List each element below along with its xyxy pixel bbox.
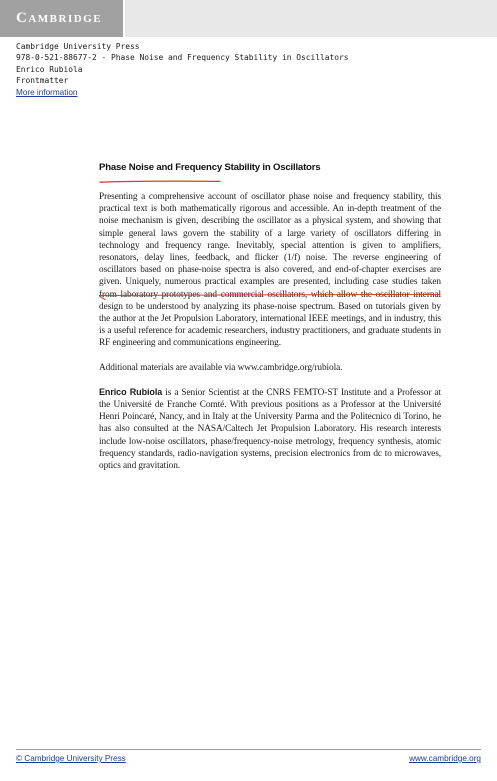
author-bio	[99, 386, 441, 472]
footer-divider	[16, 749, 481, 750]
author-name: Enrico Rubiola	[99, 386, 163, 397]
summary-text: Presenting a comprehensive account of oscillator phase noise and frequency stability, this practical text is both mathematically rigorous and accessible. An in-depth treatment of the noise mechanism is given, describing the oscillator as a physical system, and showing that simple general laws govern the stability of a large variety of oscillators differing in technology and frequency range. Inevitably, special attention is given to amplifiers, resonators, delay lines, feedback, and flicker (1/f) noise. The reverse engineering of oscillators based on phase-noise spectra is also covered, and end-of-chapter exercises are given. Uniquely, numerous practical examples are presented, including case studies taken from laboratory prototypes and commercial oscillators, which allow the oscillator internal design to be understood by analyzing its phase-noise spectrum. Based on tutorials given by the author at the Jet Propulsion Laboratory, international IEEE meetings, and in industry, this is a useful reference for academic researchers, industry practitioners, and graduate students in RF engineering and communications engineering.	[99, 192, 441, 349]
publisher-line: Cambridge University Press	[16, 42, 140, 51]
book-metadata	[16, 41, 349, 98]
section-line: Frontmatter	[16, 76, 69, 86]
website-link[interactable]: www.cambridge.org	[409, 754, 481, 763]
book-title: Phase Noise and Frequency Stability in Oscillators	[99, 162, 321, 173]
cambridge-logo[interactable]: Cambridge	[0, 0, 123, 37]
summary-handwritten-underline	[99, 294, 441, 300]
additional-materials: Additional materials are available via www.cambridge.org/rubiola.	[99, 362, 343, 373]
more-information-link[interactable]: More information	[16, 87, 78, 97]
main-content	[99, 161, 441, 472]
book-summary	[99, 191, 441, 350]
title-handwritten-underline	[99, 180, 221, 183]
header-bar	[0, 0, 497, 37]
isbn-title-line: 978-0-521-88677-2 - Phase Noise and Frequency Stability in Oscillators	[16, 53, 349, 63]
logo-separator	[123, 0, 125, 37]
copyright-link[interactable]: © Cambridge University Press	[16, 754, 126, 763]
author-line: Enrico Rubiola	[16, 64, 83, 74]
author-bio-text: is a Senior Scientist at the CNRS FEMTO-ST Institute and a Professor at the Université de Franche Comté. With previous positions as a Professor at the Université Henri Poincaré, Nancy, and in Italy at the University Parma and the Politecnico di Torino, he has also consulted at the NASA/Caltech Jet Propulsion Laboratory. His research interests include low-noise oscillators, phase/frequency-noise metrology, frequency synthesis, atomic frequency standards, radio-navigation systems, precision electronics from dc to microwaves, optics and gravitation.	[99, 387, 441, 472]
